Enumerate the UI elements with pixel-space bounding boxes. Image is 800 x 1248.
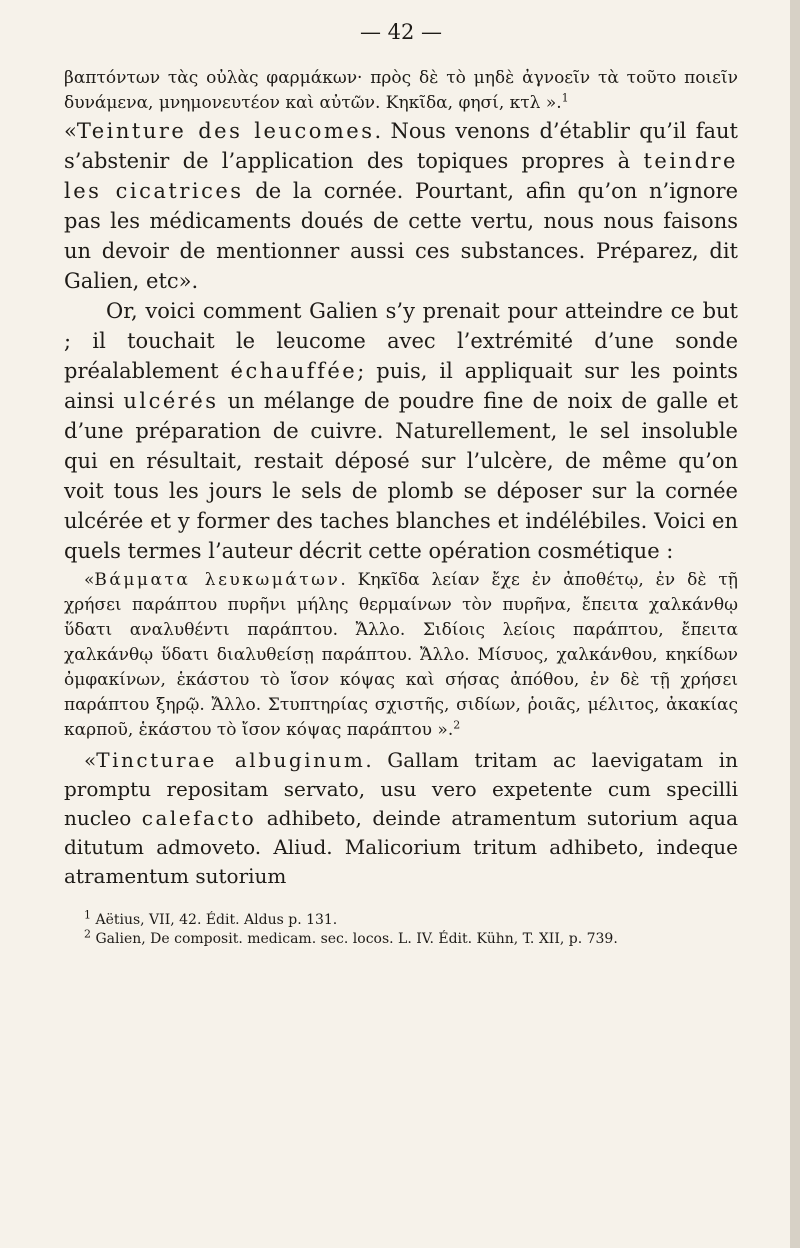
- spaced-term: Teinture des leucomes: [76, 119, 375, 143]
- spaced-term: échauffée: [230, 359, 358, 383]
- footnote-ref-2: 2: [453, 718, 461, 732]
- spaced-term: Tincturae albuginum: [96, 748, 366, 772]
- spaced-term: calefacto: [141, 806, 257, 830]
- footnote-ref-1: 1: [561, 91, 569, 105]
- latin-passage: «Tincturae albuginum. Gallam tritam ac laevigatam in promptu repositam servato, usu vero expetente cum specilli nucleo calefacto adhibeto, deinde atramentum sutorium aqua ditutum admoveto. Aliud. Malicorium tritum adhibeto, indeque atramentum sutorium: [64, 748, 739, 888]
- greek-passage-2: «Βάμματα λευκωμάτων. Κηκῖδα λείαν ἔχε ἐν ἀποθέτῳ, ἐν δὲ τῇ χρήσει παράπτου πυρῆνι μήλης θερμαίνων τὸν πυρῆνα, ἔπειτα χαλκάνθῳ ὕδατι αναλυθέντι παράπτου. Ἄλλο. Σιδίοις λείοις παράπτου, ἔπειτα χαλκάνθῳ ὕδατι διαλυθείσῃ παράπτου. Ἄλλο. Μίσυος, χαλκάνθου, κηκίδων ὀμφακίνων, ἑκάστου τὸ ἴσον κόψας καὶ σήσας ἀπόθου, ἐν δὲ τῇ χρήσει παράπτου ξηρῷ. Ἄλλο. Στυπτηρίας σχιστῆς, σιδίων, ῥοιᾶς, μέλιτος, ἀκακίας καρποῦ, ἑκάστου τὸ ἴσον κόψας παράπτου ».$^2$: [64, 570, 738, 740]
- greek-passage-1: βαπτόντων τὰς οὐλὰς φαρμάκων· πρὸς δὲ τὸ μηδὲ ἀγνοεῖν τὰ τοῦτο ποιεῖν δυνάμενα, μνημονευτέον καὶ αὐτῶν. Κηκῖδα, φησί, κτλ ».$^1$: [64, 68, 738, 113]
- footnote-1: $^1$ Aëtius, VII, 42. Édit. Aldus p. 131.: [84, 908, 338, 928]
- french-paragraph-1: «Teinture des leucomes. Nous venons d’établir qu’il faut s’abstenir de l’application des topiques propres à teindre les cicatrices de la cornée. Pourtant, afin qu’on n’ignore pas les médicaments doués de cette vertu, nous nous faisons un devoir de mentionner aussi ces substances. Préparez, dit Galien, etc».: [64, 119, 738, 293]
- page-number: — 42 —: [359, 20, 443, 44]
- footnote-2: $^2$ Galien, De composit. medicam. sec. locos. L. IV. Édit. Kühn, T. XII, p. 739.: [84, 927, 618, 947]
- spaced-term: ulcérés: [123, 389, 219, 413]
- spaced-term: Βάμματα λευκωμάτων: [94, 570, 341, 590]
- page-edge-shadow: [790, 0, 800, 1248]
- french-paragraph-2: Or, voici comment Galien s’y prenait pour atteindre ce but ; il touchait le leucome avec l’extrémité d’une sonde préalablement échauffée; puis, il appliquait sur les points ainsi ulcérés un mélange de poudre fine de noix de galle et d’une préparation de cuivre. Naturellement, le sel insoluble qui en résultait, restait déposé sur l’ulcère, de même qu’on voit tous les jours le sels de plomb se déposer sur la cornée ulcérée et y former des taches blanches et indélébiles. Voici en quels termes l’auteur décrit cette opération cosmétique :: [64, 299, 739, 563]
- spaced-term: teindre les cicatrices: [64, 149, 738, 203]
- footnotes: [64, 908, 738, 949]
